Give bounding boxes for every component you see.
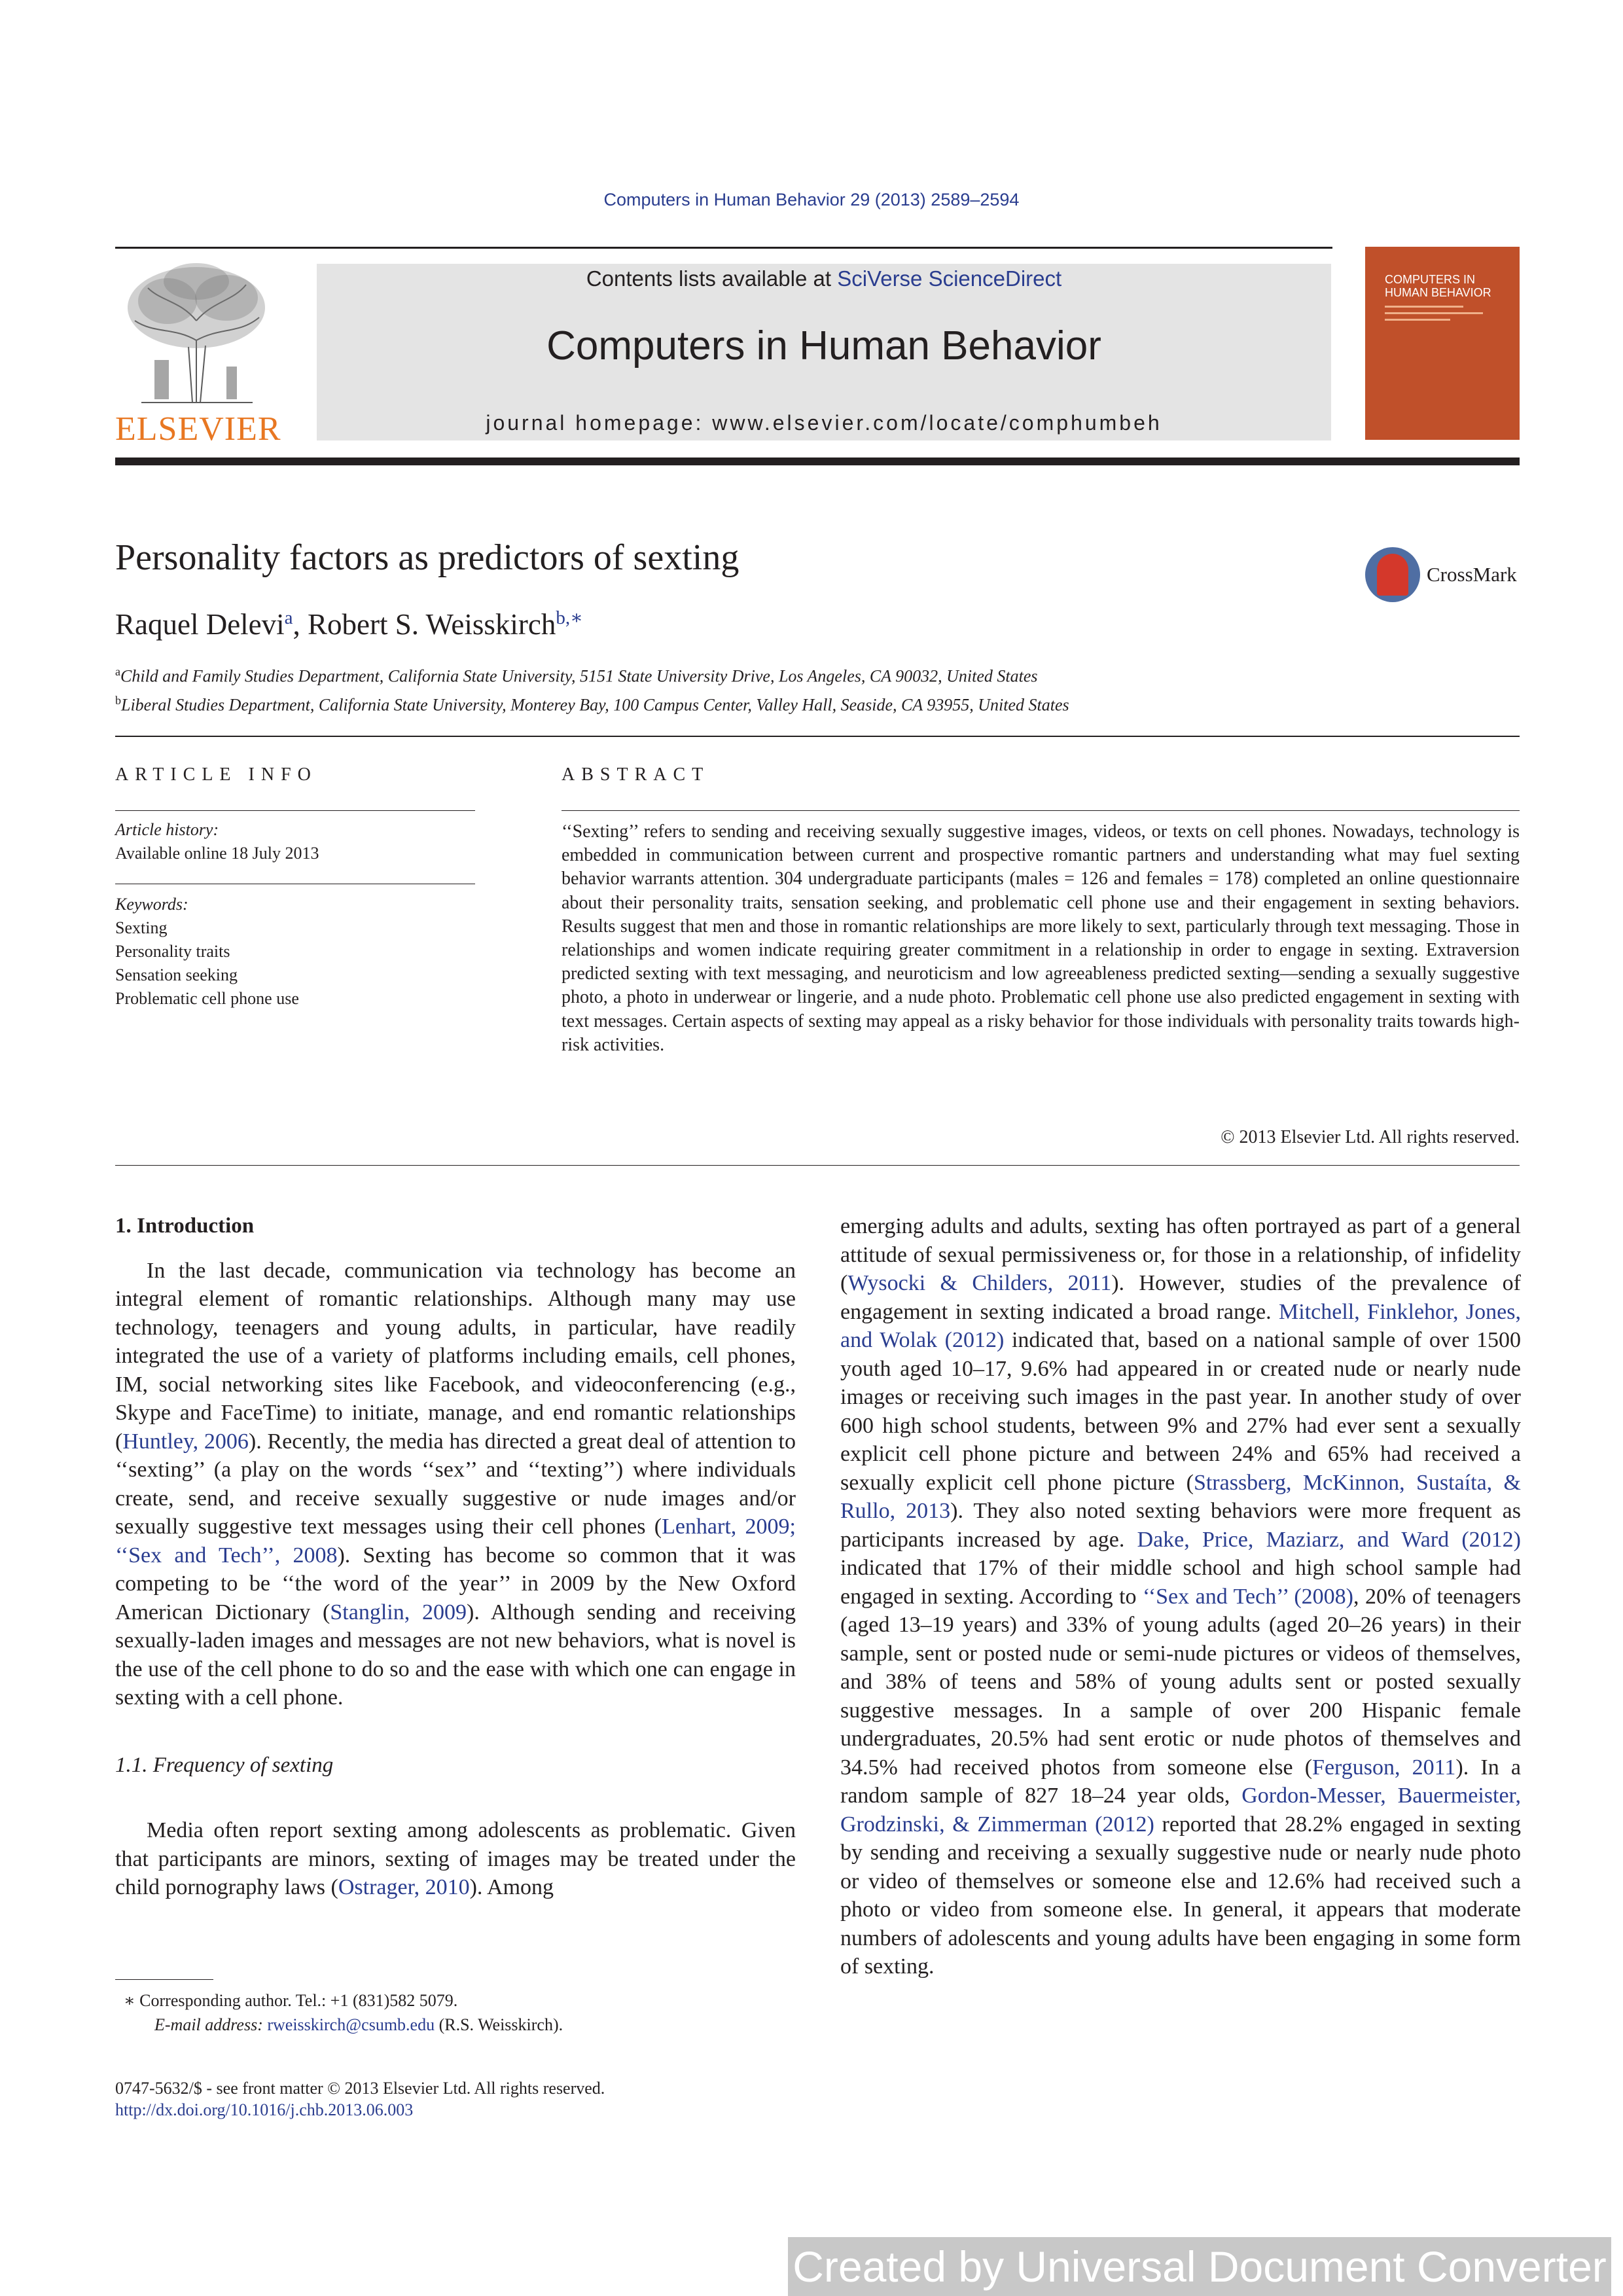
subsection-heading: 1.1. Frequency of sexting bbox=[115, 1753, 334, 1777]
cover-line bbox=[1385, 306, 1463, 308]
affiliation-marker: b bbox=[115, 693, 121, 707]
journal-masthead bbox=[317, 264, 1331, 440]
divider bbox=[562, 810, 1520, 811]
affiliation-marker: a bbox=[115, 665, 120, 678]
history-value: Available online 18 July 2013 bbox=[115, 844, 319, 863]
tree-icon bbox=[115, 262, 277, 406]
issn-line: 0747-5632/$ - see front matter © 2013 Elsevier Ltd. All rights reserved. bbox=[115, 2079, 605, 2098]
section-heading: 1. Introduction bbox=[115, 1214, 255, 1238]
citation-link[interactable]: Mitchell, Finklehor, Jones, and Wolak (2012) bbox=[840, 1299, 1521, 1352]
keyword: Sensation seeking bbox=[115, 965, 238, 984]
keyword: Personality traits bbox=[115, 942, 230, 961]
history-label: Article history: bbox=[115, 820, 219, 839]
affiliation-text: Child and Family Studies Department, California State University, 5151 State University Drive, Los Angeles, CA 90032, United States bbox=[120, 666, 1038, 686]
crossmark-badge[interactable] bbox=[1365, 547, 1517, 602]
article-history bbox=[115, 818, 475, 865]
citation-link[interactable]: ‘‘Sex and Tech’’ (2008) bbox=[1143, 1584, 1353, 1609]
author-separator: , bbox=[293, 608, 308, 641]
citation-link[interactable]: Stanglin, 2009 bbox=[330, 1600, 467, 1624]
article-title: Personality factors as predictors of sexting bbox=[115, 537, 740, 578]
divider bbox=[115, 736, 1520, 737]
crossmark-label: CrossMark bbox=[1427, 563, 1517, 586]
abstract-text: ‘‘Sexting’’ refers to sending and receiving sexually suggestive images, videos, or texts on cell phones. Nowadays, technology is embedded in communication between current and prospective romantic partners and understanding what may fuel sexting behavior warrants attention. 304 undergraduate participants (males = 126 and females = 178) completed an online questionnaire about their personality traits, sensation seeking, and problematic cell phone use and their engagement in sexting behaviors. Results suggest that men and those in romantic relationships are more likely to sext, particularly through text messaging. Those in relationships and women indicate requiring greater commitment in a relationship in order to engage in sexting. Extraversion predicted sexting with text messaging, and neuroticism and low agreeableness predicted sexting—sending a sexually suggestive photo, a photo in underwear or lingerie, and a nude photo. Problematic cell phone use also predicted engagement in sexting with text messages. Certain aspects of sexting may appeal as a risky behavior for those individuals with personality traits towards high-risk activities. bbox=[562, 821, 1520, 1055]
cover-title-line-1: COMPUTERS IN bbox=[1385, 273, 1476, 286]
email-suffix: (R.S. Weisskirch). bbox=[435, 2015, 563, 2034]
footnote bbox=[115, 1988, 563, 2037]
divider bbox=[115, 1165, 1520, 1166]
author-name: Raquel Delevi bbox=[115, 608, 285, 641]
paragraph: In the last decade, communication via technology has become an integral element of romantic relationships. Although many may use technology, teenagers and young adults, in particular, have readily integrated the use of a variety of platforms including emails, cell phones, IM, social networking sites like Facebook, and videoconferencing (e.g., Skype and FaceTime) to initiate, manage, and end romantic relationships (Huntley, 2006). Recently, the media has directed a great deal of attention to ‘‘sexting’’ (a play on the words ‘‘sex’’ and ‘‘texting’’) where individuals create, send, and receive sexually suggestive or nude images and/or sexually suggestive text messages using their cell phones (Lenhart, 2009; ‘‘Sex and Tech’’, 2008). Sexting has become so common that it was competing to be ‘‘the word of the year’’ in 2009 by the New Oxford American Dictionary (Stanglin, 2009). Although sending and receiving sexually-laden images and messages are not new behaviors, what is novel is the use of the cell phone to do so and the ease with which one can engage in sexting with a cell phone. bbox=[115, 1258, 796, 1710]
paragraph: Media often report sexting among adolescents as problematic. Given that participants are minors, sexting of images may be treated under the child pornography laws (Ostrager, 2010). Among bbox=[115, 1818, 796, 1899]
front-matter-meta bbox=[115, 2077, 605, 2121]
keywords-label: Keywords: bbox=[115, 895, 188, 914]
right-column bbox=[840, 1212, 1521, 1981]
cover-title bbox=[1385, 273, 1491, 299]
email-link[interactable]: rweisskirch@csumb.edu bbox=[267, 2015, 435, 2034]
keyword: Sexting bbox=[115, 918, 168, 937]
watermark: Created by Universal Document Converter bbox=[788, 2237, 1611, 2296]
author-affil-link[interactable]: b,∗ bbox=[556, 607, 583, 628]
citation-link[interactable]: Strassberg, McKinnon, Sustaíta, & Rullo, 2013 bbox=[840, 1470, 1521, 1523]
abstract-heading: ABSTRACT bbox=[562, 764, 710, 785]
footnote-marker: ∗ bbox=[124, 1991, 135, 2010]
journal-cover-thumbnail bbox=[1365, 247, 1520, 440]
citation-link[interactable]: Ferguson, 2011 bbox=[1312, 1755, 1456, 1780]
cover-line bbox=[1385, 319, 1450, 321]
footnote-rule bbox=[115, 1979, 213, 1980]
abstract-copyright: © 2013 Elsevier Ltd. All rights reserved. bbox=[1221, 1127, 1520, 1147]
cover-line bbox=[1385, 312, 1483, 314]
citation-link[interactable]: Gordon-Messer, Bauermeister, Grodzinski, & Zimmerman (2012) bbox=[840, 1784, 1521, 1837]
citation-link[interactable]: Lenhart, 2009; ‘‘Sex and Tech’’, 2008 bbox=[115, 1515, 796, 1568]
contents-line bbox=[317, 264, 1331, 294]
corresponding-author bbox=[115, 1988, 563, 2013]
cover-title-line-2: HUMAN BEHAVIOR bbox=[1385, 286, 1491, 299]
email-label: E-mail address: bbox=[154, 2015, 268, 2034]
contents-prefix: Contents lists available at bbox=[586, 266, 838, 291]
journal-title: Computers in Human Behavior bbox=[546, 323, 1101, 368]
journal-reference[interactable]: Computers in Human Behavior 29 (2013) 2589–2594 bbox=[603, 190, 1020, 209]
email-line bbox=[115, 2013, 563, 2037]
left-column bbox=[115, 1212, 796, 1902]
doi-link[interactable]: http://dx.doi.org/10.1016/j.chb.2013.06.003 bbox=[115, 2100, 414, 2119]
divider bbox=[115, 810, 475, 811]
citation-link[interactable]: Dake, Price, Maziarz, and Ward (2012) bbox=[1137, 1527, 1521, 1552]
footnote-text: Corresponding author. Tel.: +1 (831)582 5079. bbox=[139, 1991, 458, 2010]
author-name: Robert S. Weisskirch bbox=[308, 608, 556, 641]
top-rule bbox=[115, 247, 1332, 249]
affiliation-b bbox=[115, 689, 1069, 717]
author-list bbox=[115, 606, 583, 641]
sciencedirect-link[interactable]: SciVerse ScienceDirect bbox=[837, 266, 1062, 291]
affiliations bbox=[115, 660, 1069, 717]
header-rule bbox=[115, 457, 1520, 465]
affiliation-text: Liberal Studies Department, California State University, Monterey Bay, 100 Campus Center, Valley Hall, Seaside, CA 93955, United States bbox=[121, 695, 1069, 715]
article-info-heading: ARTICLE INFO bbox=[115, 764, 317, 785]
publisher-logo-text: ELSEVIER bbox=[115, 410, 281, 448]
citation-link[interactable]: Huntley, 2006 bbox=[122, 1429, 249, 1454]
elsevier-logo bbox=[115, 262, 281, 452]
citation-link[interactable]: Wysocki & Childers, 2011 bbox=[847, 1271, 1112, 1295]
keyword: Problematic cell phone use bbox=[115, 989, 299, 1008]
keywords bbox=[115, 893, 475, 1011]
crossmark-icon bbox=[1365, 547, 1420, 602]
citation-link[interactable]: Ostrager, 2010 bbox=[338, 1875, 470, 1899]
paragraph: emerging adults and adults, sexting has often portrayed as part of a general attitude of sexual permissiveness or, for those in a relationship, of infidelity (Wysocki & Childers, 2011). However, studies of the prevalence of engagement in sexting indicated a broad range. Mitchell, Finklehor, Jones, and Wolak (2012) indicated that, based on a national sample of over 1500 youth aged 10–17, 9.6% had appeared in or created nude or nearly nude images or receiving such images in the past year. In another study of over 600 high school students, between 9% and 27% had ever sent a sexually explicit cell phone picture and between 24% and 65% had received a sexually explicit cell phone picture (Strassberg, McKinnon, Sustaíta, & Rullo, 2013). They also noted sexting behaviors were more frequent as participants increased by age. Dake, Price, Maziarz, and Ward (2012) indicated that 17% of their middle school and high school sample had engaged in sexting. According to ‘‘Sex and Tech’’ (2008), 20% of teenagers (aged 13–19 years) and 33% of young adults (aged 20–26 years) in their sample, sent or posted nude or semi-nude pictures or videos of themselves, and 38% of teens and 58% of young adults sent or posted sexually suggestive messages. In a sample of over 200 Hispanic female undergraduates, 20.5% had sent erotic or nude photos of themselves and 34.5% had received photos from someone else (Ferguson, 2011). In a random sample of 827 18–24 year olds, Gordon-Messer, Bauermeister, Grodzinski, & Zimmerman (2012) reported that 28.2% engaged in sexting by sending and receiving a sexually suggestive nude or nearly nude photo or video of themselves or someone else and 12.6% had received such a photo or video from someone else. In general, it appears that moderate numbers of adolescents and young adults have been engaging in some form of sexting. bbox=[840, 1214, 1521, 1979]
author-affil-link[interactable]: a bbox=[284, 607, 293, 628]
affiliation-a bbox=[115, 660, 1069, 689]
journal-homepage[interactable]: journal homepage: www.elsevier.com/locate/comphumbeh bbox=[486, 411, 1162, 435]
